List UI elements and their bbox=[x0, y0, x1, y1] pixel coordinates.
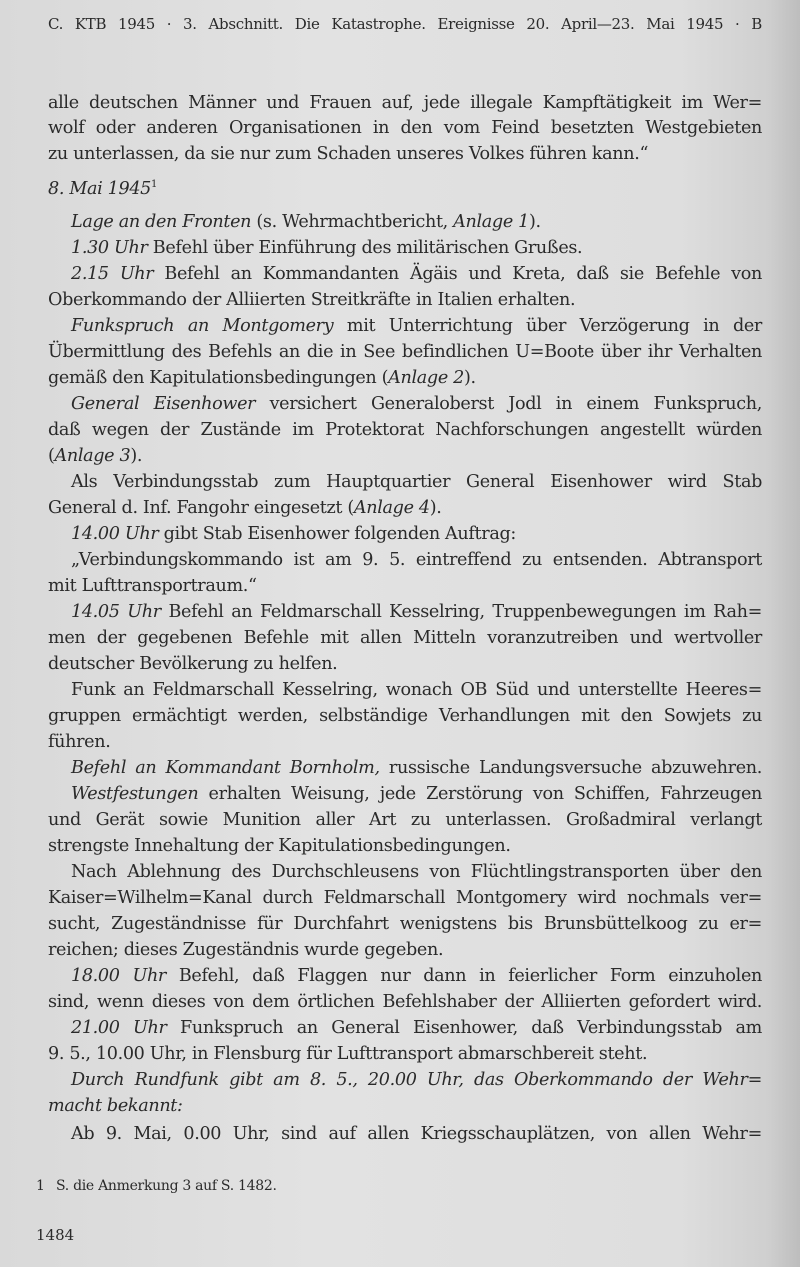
text-line bbox=[71, 757, 762, 779]
text: Befehl an Kommandanten Ägäis und Kreta, daß sie Befehle von bbox=[153, 264, 762, 284]
text-line: führen. bbox=[48, 732, 111, 752]
italic-text: Lage an den Fronten bbox=[71, 212, 252, 232]
text: ). bbox=[130, 446, 143, 466]
text-line: alle deutschen Männer und Frauen auf, jede illegale Kampftätigkeit im Wer= bbox=[48, 93, 762, 113]
text-line: men der gegebenen Befehle mit allen Mitteln voranzutreiben und wertvoller bbox=[48, 628, 762, 648]
text-line: und Gerät sowie Munition aller Art zu unterlassen. Großadmiral verlangt bbox=[48, 810, 762, 830]
text-line bbox=[71, 315, 762, 337]
italic-text: Anlage 4 bbox=[353, 498, 430, 518]
text-line bbox=[48, 367, 762, 389]
text-line bbox=[71, 523, 762, 545]
italic-text: 14.05 Uhr bbox=[71, 602, 161, 622]
text-line: Oberkommando der Alliierten Streitkräfte in Italien erhalten. bbox=[48, 290, 576, 310]
running-header: C. KTB 1945 · 3. Abschnitt. Die Katastrophe. Ereignisse 20. April—23. Mai 1945 · B bbox=[48, 15, 762, 33]
italic-text: 1.30 Uhr bbox=[71, 238, 148, 258]
italic-text: Befehl an Kommandant Bornholm, bbox=[71, 758, 380, 778]
italic-text: 14.00 Uhr bbox=[71, 524, 159, 544]
italic-text: Anlage 2 bbox=[388, 368, 464, 388]
text: Funkspruch an General Eisenhower, daß Verbindungsstab am bbox=[166, 1018, 762, 1038]
date-heading bbox=[48, 178, 762, 200]
text-line: strengste Innehaltung der Kapitulationsbedingungen. bbox=[48, 836, 511, 856]
text-line bbox=[71, 1069, 762, 1091]
text-line: sind, wenn dieses von dem örtlichen Befehlshaber der Alliierten gefordert wird. bbox=[48, 992, 762, 1012]
text-line bbox=[48, 497, 762, 519]
text-line bbox=[48, 1095, 762, 1117]
italic-text: Anlage 3 bbox=[54, 446, 131, 466]
text: Befehl über Einführung des militärischen Grußes. bbox=[147, 238, 583, 258]
italic-text: Durch Rundfunk gibt am 8. 5., 20.00 Uhr, das Oberkommando der Wehr= bbox=[71, 1070, 762, 1090]
italic-text: macht bekannt: bbox=[48, 1096, 183, 1116]
page-number: 1484 bbox=[36, 1226, 75, 1244]
footnote bbox=[36, 1177, 277, 1195]
text-line: Übermittlung des Befehls an die in See befindlichen U=Boote über ihr Verhalten bbox=[48, 342, 762, 362]
text-line: 9. 5., 10.00 Uhr, in Flensburg für Lufttransport abmarschbereit steht. bbox=[48, 1044, 648, 1064]
italic-text: Funkspruch an Montgomery bbox=[71, 316, 334, 336]
text: ). bbox=[429, 498, 442, 518]
text-line bbox=[48, 445, 762, 467]
text-line: wolf oder anderen Organisationen in den vom Feind besetzten Westgebieten bbox=[48, 118, 762, 138]
text-line: reichen; dieses Zugeständnis wurde gegeben. bbox=[48, 940, 444, 960]
text-line: Nach Ablehnung des Durchschleusens von Flüchtlingstransporten über den bbox=[71, 862, 762, 882]
text-line: Ab 9. Mai, 0.00 Uhr, sind auf allen Kriegsschauplätzen, von allen Wehr= bbox=[71, 1124, 762, 1144]
text-line: daß wegen der Zustände im Protektorat Nachforschungen angestellt würden bbox=[48, 420, 762, 440]
text-line bbox=[71, 783, 762, 805]
text-line bbox=[71, 211, 762, 233]
italic-text: 21.00 Uhr bbox=[71, 1018, 167, 1038]
footnote-text: S. die Anmerkung 3 auf S. 1482. bbox=[56, 1178, 277, 1194]
text: gibt Stab Eisenhower folgenden Auftrag: bbox=[158, 524, 516, 544]
italic-text: 18.00 Uhr bbox=[71, 966, 166, 986]
text: versichert Generaloberst Jodl in einem Funkspruch, bbox=[255, 394, 763, 414]
text-line: zu unterlassen, da sie nur zum Schaden unseres Volkes führen kann.“ bbox=[48, 144, 649, 164]
footnote-ref: 1 bbox=[151, 179, 158, 191]
text: (s. Wehrmachtbericht, bbox=[251, 212, 454, 232]
text: gemäß den Kapitulationsbedingungen ( bbox=[48, 368, 389, 388]
text-line bbox=[71, 601, 762, 623]
text-line bbox=[71, 1017, 762, 1039]
footnote-number: 1 bbox=[36, 1178, 45, 1194]
text-line: sucht, Zugeständnisse für Durchfahrt wenigstens bis Brunsbüttelkoog zu er= bbox=[48, 914, 762, 934]
text-line bbox=[71, 237, 762, 259]
text-line bbox=[71, 393, 762, 415]
italic-text: General Eisenhower bbox=[71, 394, 256, 414]
text: ). bbox=[529, 212, 541, 232]
text: mit Unterrichtung über Verzögerung in der bbox=[333, 316, 762, 336]
text-line bbox=[71, 965, 762, 987]
text: ( bbox=[48, 446, 55, 466]
text: ). bbox=[464, 368, 476, 388]
text-line: deutscher Bevölkerung zu helfen. bbox=[48, 654, 338, 674]
text-line bbox=[71, 263, 762, 285]
text-line: Kaiser=Wilhelm=Kanal durch Feldmarschall Montgomery wird nochmals ver= bbox=[48, 888, 762, 908]
date-heading-text: 8. Mai 1945 bbox=[48, 179, 152, 199]
text: Befehl an Feldmarschall Kesselring, Truppenbewegungen im Rah= bbox=[160, 602, 762, 622]
text: russische Landungsversuche abzuwehren. bbox=[379, 758, 762, 778]
text: General d. Inf. Fangohr eingesetzt ( bbox=[48, 498, 354, 518]
text-line: Als Verbindungsstab zum Hauptquartier General Eisenhower wird Stab bbox=[71, 472, 762, 492]
italic-text: Anlage 1 bbox=[453, 212, 529, 232]
italic-text: 2.15 Uhr bbox=[71, 264, 154, 284]
text-line: gruppen ermächtigt werden, selbständige Verhandlungen mit den Sowjets zu bbox=[48, 706, 762, 726]
italic-text: Westfestungen bbox=[71, 784, 199, 804]
text: Befehl, daß Flaggen nur dann in feierlicher Form einzuholen bbox=[166, 966, 762, 986]
text-line: mit Lufttransportraum.“ bbox=[48, 576, 257, 596]
text-line: Funk an Feldmarschall Kesselring, wonach OB Süd und unterstellte Heeres= bbox=[71, 680, 762, 700]
text-line: „Verbindungskommando ist am 9. 5. eintreffend zu entsenden. Abtransport bbox=[71, 550, 762, 570]
text: erhalten Weisung, jede Zerstörung von Schiffen, Fahrzeugen bbox=[198, 784, 762, 804]
